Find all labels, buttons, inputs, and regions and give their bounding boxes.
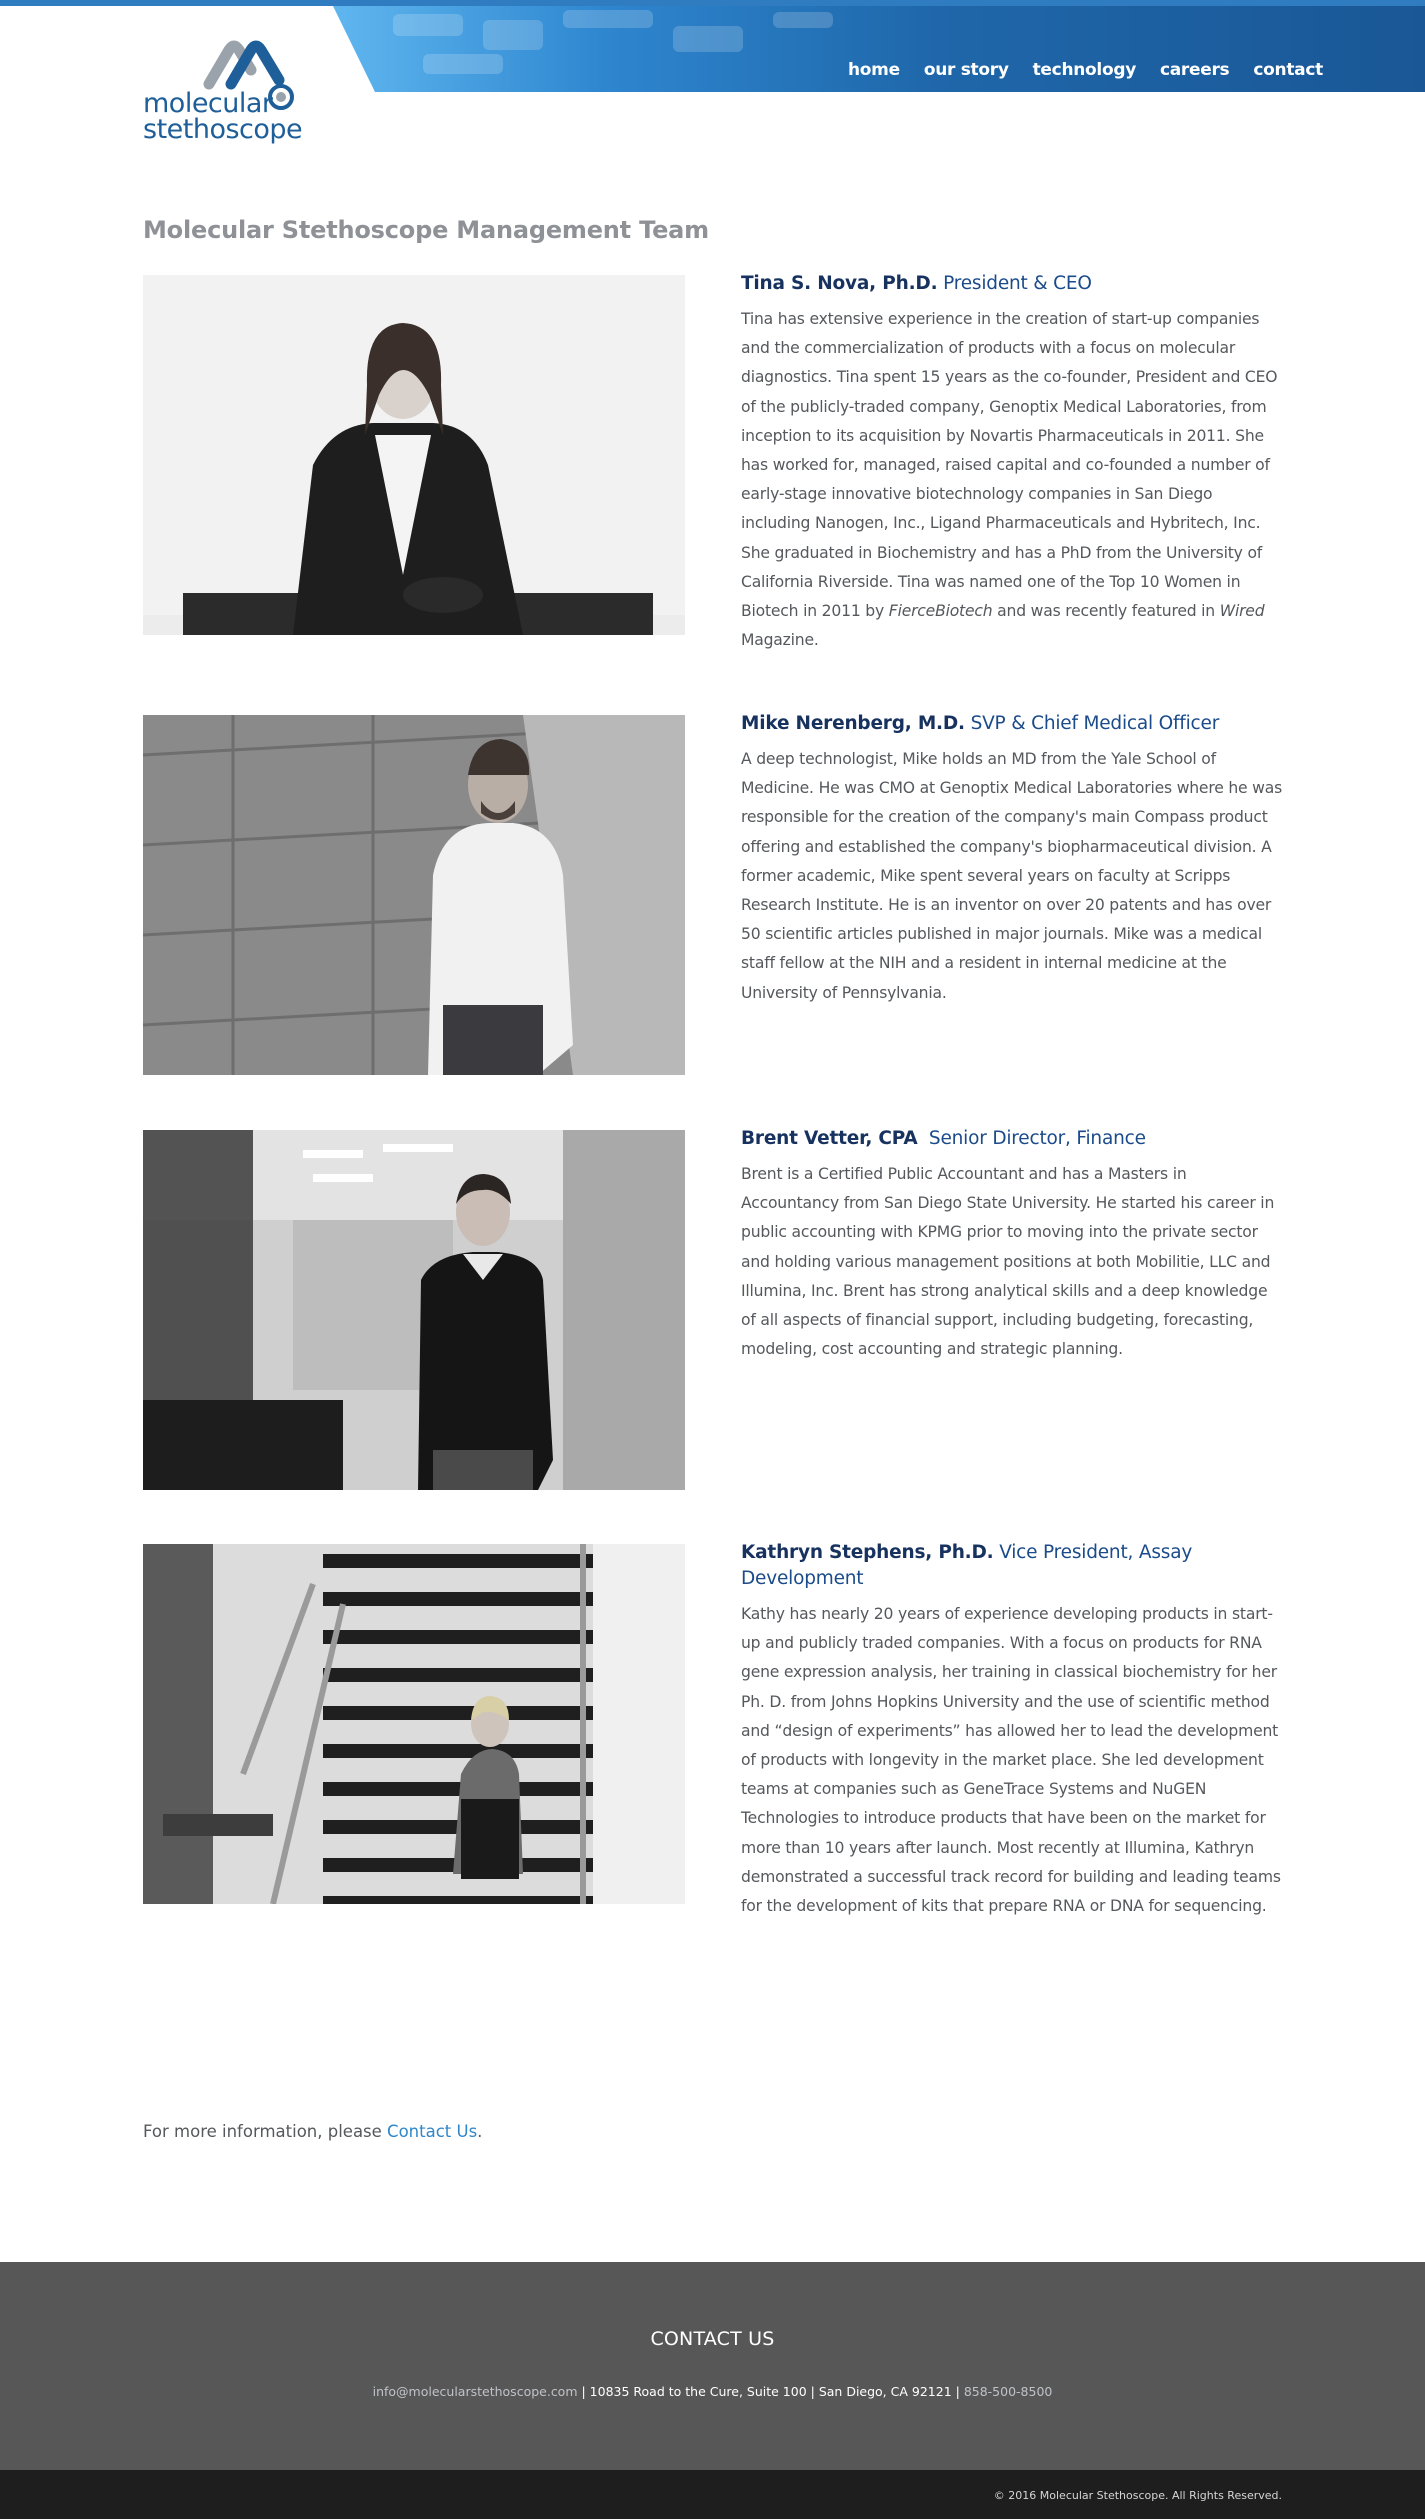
member-role: SVP & Chief Medical Officer — [970, 713, 1220, 734]
banner-highlight — [563, 10, 653, 28]
bio-text: Tina has extensive experience in the creation of start-up companies and the commercialization of products with a focus on molecular diagnostics. Tina spent 15 years as the co-founder, President and CEO of the publicly-traded company, Genoptix Medical Laboratories, from inception to its acquisition by Novartis Pharmaceuticals in 2011. She has worked for, managed, raised capital and co-founded a number of early-stage innovative biotechnology companies in San Diego including Nanogen, Inc., Ligand Pharmaceuticals and Hybritech, Inc. She graduated in Biochemistry and has a PhD from the University of California Riverside. Tina was named one of the Top 10 Women in Biotech in 2011 by — [741, 310, 1278, 621]
portrait-image — [143, 1130, 685, 1490]
member-name: Tina S. Nova, Ph.D. — [741, 273, 938, 294]
team-member-photo — [143, 275, 685, 635]
member-name: Brent Vetter, CPA — [741, 1128, 918, 1149]
member-name: Kathryn Stephens, Ph.D. — [741, 1542, 994, 1563]
portrait-image — [143, 275, 685, 635]
team-member-photo — [143, 1130, 685, 1490]
copyright-bar — [0, 2470, 1425, 2519]
banner-highlight — [773, 12, 833, 28]
banner-highlight — [483, 20, 543, 50]
contact-us-link[interactable]: Contact Us — [387, 2122, 478, 2141]
member-role: Vice President, Assay Development — [741, 1542, 1193, 1589]
portrait-image — [143, 715, 685, 1075]
team-member-bio — [741, 715, 1286, 1008]
footer-heading: CONTACT US — [650, 2328, 775, 2350]
site-footer — [0, 2262, 1425, 2470]
banner-highlight — [673, 26, 743, 52]
logo-text-line1: molecular — [143, 88, 273, 119]
footer-address: | 10835 Road to the Cure, Suite 100 | San Diego, CA 92121 | — [577, 2384, 964, 2399]
bio-text: Magazine. — [741, 631, 819, 650]
bio-publication: Wired — [1219, 602, 1265, 621]
copyright-text: © 2016 Molecular Stethoscope. All Rights Reserved. — [993, 2489, 1282, 2502]
member-description: Brent is a Certified Public Accountant and has a Masters in Accountancy from San Diego State University. He started his career in public accounting with KPMG prior to moving into the private sector and holding various management positions at both Mobilitie, LLC and Illumina, Inc. Brent has strong analytical skills and a deep knowledge of all aspects of financial support, including budgeting, forecasting, modeling, cost accounting and strategic planning. — [741, 1165, 1275, 1359]
member-heading — [741, 271, 1286, 297]
footer-contact-line — [0, 2384, 1425, 2399]
bio-publication: FierceBiotech — [888, 602, 993, 621]
team-member-bio — [741, 1130, 1286, 1364]
member-description — [741, 305, 1286, 655]
footer-email-link[interactable]: info@molecularstethoscope.com — [372, 2384, 578, 2399]
nav-our-story[interactable]: our story — [923, 60, 1009, 80]
nav-home[interactable]: home — [848, 60, 900, 80]
nav-contact[interactable]: contact — [1253, 60, 1323, 80]
team-member-bio — [741, 1544, 1286, 1921]
logo-text-line2: stethoscope — [143, 114, 303, 145]
member-heading — [741, 1126, 1286, 1152]
team-member-photo — [143, 715, 685, 1075]
more-info-text — [143, 2122, 482, 2141]
nav-careers[interactable]: careers — [1159, 60, 1230, 80]
team-member-photo — [143, 1544, 685, 1904]
member-name: Mike Nerenberg, M.D. — [741, 713, 965, 734]
member-heading — [741, 711, 1286, 737]
nav-technology[interactable]: technology — [1032, 60, 1136, 80]
more-info-prefix: For more information, please — [143, 2122, 388, 2141]
portrait-image — [143, 1544, 685, 1904]
footer-phone-link[interactable]: 858-500-8500 — [963, 2384, 1053, 2399]
member-description: Kathy has nearly 20 years of experience developing products in start-up and publicly traded companies. With a focus on products for RNA gene expression analysis, her training in classical biochemistry for her Ph. D. from Johns Hopkins University and the use of scientific method and “design of experiments” has allowed her to lead the development of products with longevity in the market place. She led development teams at companies such as GeneTrace Systems and NuGEN Technologies to introduce products that have been on the market for more than 10 years after launch. Most recently at Illumina, Kathryn demonstrated a successful track record for building and leading teams for the development of kits that prepare RNA or DNA for sequencing. — [741, 1605, 1281, 1916]
bio-text: and was recently featured in — [992, 602, 1220, 621]
banner-highlight — [423, 54, 503, 74]
member-role: President & CEO — [943, 273, 1092, 294]
banner-highlight — [393, 14, 463, 36]
member-heading — [741, 1540, 1286, 1592]
main-nav — [848, 60, 1347, 80]
top-accent-line — [0, 0, 1425, 6]
member-description: A deep technologist, Mike holds an MD from the Yale School of Medicine. He was CMO at Genoptix Medical Laboratories where he was responsible for the creation of the company's main Compass product offering and established the company's biopharmaceutical division. A former academic, Mike spent several years on faculty at Scripps Research Institute. He is an inventor on over 20 patents and has over 50 scientific articles published in major journals. Mike was a medical staff fellow at the NIH and a resident in internal medicine at the University of Pennsylvania. — [741, 750, 1283, 1002]
more-info-suffix: . — [477, 2122, 483, 2141]
team-member-bio — [741, 275, 1286, 655]
site-logo[interactable] — [143, 40, 333, 150]
page-title: Molecular Stethoscope Management Team — [143, 216, 709, 244]
member-role: Senior Director, Finance — [928, 1128, 1146, 1149]
